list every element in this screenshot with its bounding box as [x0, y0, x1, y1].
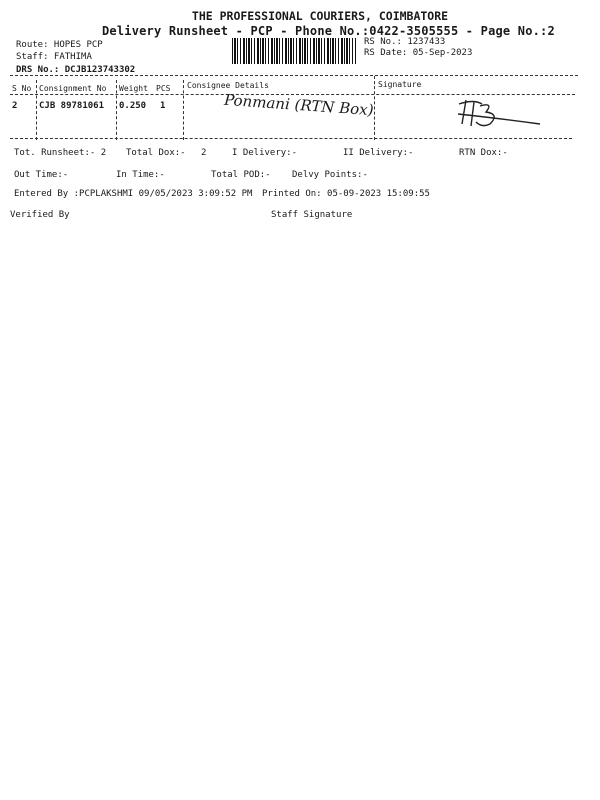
- rtn-dox: RTN Dox:-: [459, 148, 508, 158]
- tot-runsheet: Tot. Runsheet:- 2: [14, 148, 107, 158]
- drs-number: DRS No.: DCJB123743302: [16, 65, 136, 75]
- row-sno: 2: [12, 101, 18, 111]
- col-header-consignment: Consignment No: [39, 84, 107, 93]
- col-header-consignee: Consignee Details: [187, 81, 269, 90]
- ii-delivery: II Delivery:-: [343, 148, 414, 158]
- col-divider: [116, 80, 117, 140]
- handwritten-signature: [456, 96, 542, 132]
- row-weight: 0.250: [119, 101, 147, 111]
- company-title: THE PROFESSIONAL COURIERS, COIMBATORE: [191, 9, 449, 23]
- rs-date: RS Date: 05-Sep-2023: [364, 48, 473, 58]
- col-header-signature: Signature: [378, 80, 422, 89]
- i-delivery: I Delivery:-: [232, 148, 298, 158]
- col-divider: [36, 80, 37, 140]
- route-label: Route: HOPES PCP: [16, 40, 103, 50]
- staff-label: Staff: FATHIMA: [16, 52, 92, 62]
- row-pcs: 1: [160, 101, 166, 111]
- table-bottom-rule: [10, 138, 572, 139]
- table-top-rule: [10, 75, 578, 76]
- verified-by: Verified By: [10, 210, 70, 220]
- out-time: Out Time:-: [14, 170, 69, 180]
- col-header-pcs: PCS: [156, 84, 171, 93]
- total-dox-value: 2: [201, 148, 207, 158]
- total-pod: Total POD:-: [211, 170, 271, 180]
- delvy-points: Delvy Points:-: [292, 170, 368, 180]
- col-divider: [374, 76, 375, 140]
- col-header-sno: S No: [12, 84, 32, 93]
- col-divider: [183, 80, 184, 140]
- printed-on: Printed On: 05-09-2023 15:09:55: [262, 189, 430, 199]
- col-header-weight: Weight: [119, 84, 148, 93]
- runsheet-title: Delivery Runsheet - PCP - Phone No.:0422-3505555 - Page No.:2: [102, 24, 555, 38]
- in-time: In Time:-: [116, 170, 165, 180]
- barcode-image: [232, 38, 356, 64]
- staff-signature: Staff Signature: [271, 210, 353, 220]
- entered-by: Entered By :PCPLAKSHMI 09/05/2023 3:09:52 PM: [14, 189, 253, 199]
- rs-number: RS No.: 1237433: [364, 37, 446, 47]
- row-consignment-no: CJB 89781061: [39, 101, 105, 111]
- handwritten-consignee: Ponmani (RTN Box): [223, 90, 375, 120]
- total-dox-label: Total Dox:-: [126, 148, 186, 158]
